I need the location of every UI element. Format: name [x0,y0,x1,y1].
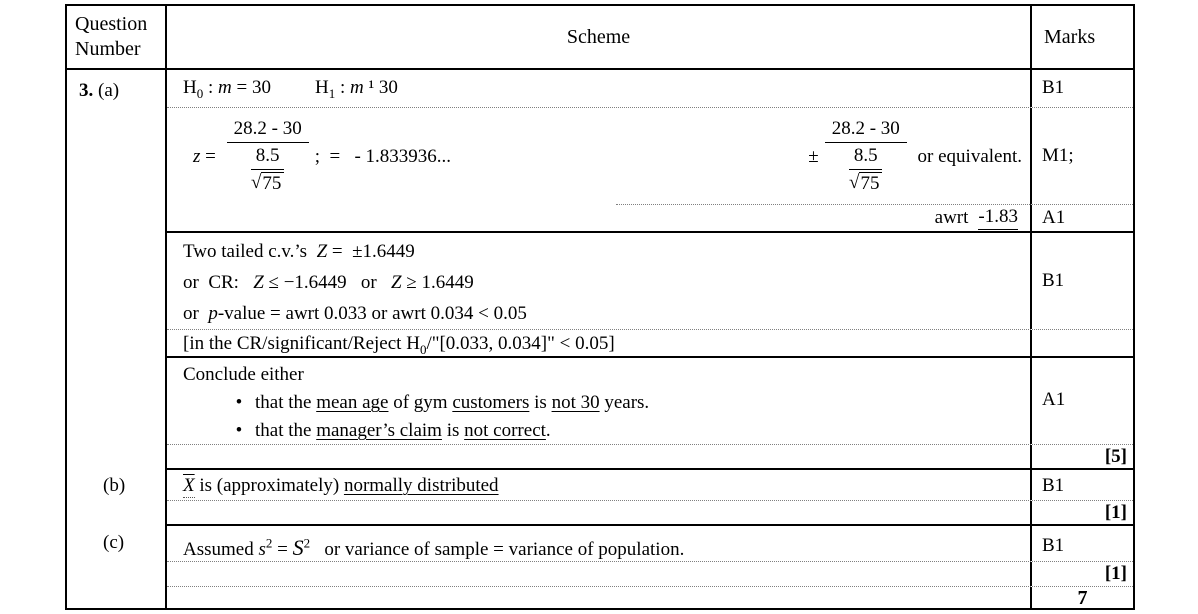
part-a-subtotal [1030,445,1133,468]
mark-label: M1; [1042,145,1074,166]
cv-line1-post: = ±1.6449 [327,241,415,262]
cr-note-content [167,330,1030,356]
bullet-2-seg: . [545,420,551,441]
conclusion-bullet-1 [183,389,1030,417]
cv-line2 [183,267,1030,298]
bullet-1-seg: that the [255,392,317,413]
mark-b1-part-c [1030,526,1133,561]
alt-sqrt-expression [849,172,882,195]
table-body [67,70,1133,610]
cv-line2-pre: or CR: [183,272,254,293]
part-c-text-2: or variance of sample = variance of population. [310,539,685,560]
alt-inner-numerator: 8.5 [849,145,882,170]
mark-label: B1 [1042,535,1065,556]
h1-subscript: 1 [328,85,336,101]
bullet-1-underlined: customers [452,392,530,413]
h1-label: H [314,77,329,98]
awrt-label: awrt [934,207,969,228]
conclusion-bullet-2 [183,417,1030,445]
mark-b1-part-b [1030,470,1133,500]
cv-line2-post: ≥ 1.6449 [401,272,474,293]
h1-mu-symbol: m [349,77,364,98]
cr-note-pre: [in the CR/significant/Reject H [183,333,420,354]
sqrt-expression [251,172,284,195]
part-c-text-1: Assumed [183,539,259,560]
z-fraction [227,118,309,195]
critical-values-row [167,233,1133,330]
bullet-2-underlined: not correct [464,420,546,441]
question-part-b: (b) [103,475,126,496]
z-equation [193,108,451,205]
h0-mu-symbol: m [218,77,232,98]
part-c-content [167,526,1030,561]
part-c-subtotal-row [167,562,1133,587]
bullet-2-seg: is [441,420,465,441]
sqrt-icon: √ [250,172,262,193]
alt-inner-denominator [849,170,882,195]
hypotheses-row [167,70,1133,108]
h0-subscript: 0 [419,341,427,357]
subtotal-label: [1] [1104,563,1127,584]
question-part-a: (a) [93,80,120,101]
part-b-content [167,470,1030,500]
alt-fraction-denominator [825,143,907,195]
bullet-1-underlined: mean age [316,392,389,413]
conclusion-intro [183,361,1030,389]
z-symbol: z [193,145,201,167]
part-a-subtotal-row [167,445,1133,470]
conclusion-content [167,358,1030,444]
question-label-c [103,532,124,554]
p-symbol: p [208,303,218,324]
awrt-value: -1.83 [978,206,1018,230]
mark-label: A1 [1042,207,1066,228]
sqrt-icon: √ [849,172,860,193]
fraction-numerator: 28.2 - 30 [227,118,309,143]
h0-subscript: 0 [196,85,204,101]
table-header-row [67,6,1133,70]
marks-header-label: Marks [1044,25,1096,48]
equals-sign: = [200,145,221,167]
question-label-b [103,475,125,497]
conclusion-row [167,358,1133,445]
grand-total-row [167,587,1133,610]
mark-label: B1 [1042,270,1065,291]
alt-inner-fraction [849,145,882,195]
bullet-2-seg: that the [255,420,317,441]
question-column [67,70,167,610]
mark-a1-conclusion [1030,358,1133,444]
inner-numerator: 8.5 [251,145,284,170]
grand-total [1030,587,1133,610]
alt-fraction [825,118,907,195]
marks-header [1030,6,1133,68]
part-b-subtotal [1030,501,1133,524]
question-part-c: (c) [103,532,125,553]
part-c-subtotal-spacer [167,562,1030,586]
z-symbol: Z [253,272,264,293]
mark-label: A1 [1042,389,1066,410]
bullet-1-seg: years. [599,392,650,413]
or-equivalent-text: or equivalent. [912,145,1022,167]
z-calculation-content [167,108,1030,205]
equals-sign: = [272,539,293,560]
grand-total-label: 7 [1077,587,1088,609]
part-b-underlined: normally distributed [343,475,499,496]
question-label-3a [79,80,119,102]
part-b-text: is (approximately) [194,475,344,496]
cv-line3 [183,298,1030,329]
awrt-row [167,205,1133,233]
bullet-1-seg: is [529,392,552,413]
z-calculation-row [167,108,1133,205]
equivalent-expression [808,108,1022,205]
cr-note-marks-cell [1030,330,1133,356]
cr-note-post: /"[0.033, 0.034]" < 0.05] [426,333,615,354]
inner-fraction [251,145,284,195]
mark-b1-critical-values [1030,233,1133,329]
h0-colon: : [203,77,219,98]
part-b-subtotal-row [167,501,1133,526]
awrt-content [167,205,1030,231]
bullet-icon: • [235,392,243,413]
cv-line3-pre: or [183,303,209,324]
part-a-subtotal-spacer [167,445,1030,468]
alt-fraction-numerator: 28.2 - 30 [825,118,907,143]
h0-value: = 30 [231,77,271,98]
h0-label: H [183,77,197,98]
cv-line1 [183,236,1030,267]
capital-s-exponent: 2 [303,535,311,551]
bullet-1-text [255,389,649,417]
cr-note-row [167,330,1133,358]
question-header-line2: Number [75,38,141,60]
mark-scheme-table [65,4,1135,610]
cv-line3-post: -value = awrt 0.033 or awrt 0.034 < 0.05 [217,303,527,324]
fraction-denominator [227,143,309,195]
mark-m1-calculation [1030,108,1133,205]
grand-total-spacer [167,587,1030,610]
mark-label: B1 [1042,475,1065,496]
question-number-header [67,6,167,68]
bullet-1-underlined: not 30 [551,392,600,413]
part-b-subtotal-spacer [167,501,1030,524]
z-symbol: Z [391,272,402,293]
subtotal-label: [5] [1104,445,1127,467]
bullet-icon: • [235,420,243,441]
s-symbol: s [258,539,266,560]
mark-b1-hypotheses [1030,70,1133,107]
cv-line1-pre: Two tailed c.v.’s [183,241,317,262]
part-b-row [167,470,1133,501]
subtotal-label: [1] [1104,501,1127,523]
radicand: 75 [261,172,284,195]
part-c-row [167,526,1133,562]
alt-radicand: 75 [859,172,882,195]
scheme-header [167,6,1030,68]
mark-a1-awrt [1030,205,1133,231]
scheme-header-label: Scheme [566,25,631,48]
z-result: ; = - 1.833936... [314,145,452,167]
h1-value: ¹ 30 [363,77,398,98]
x-bar-symbol: $\overline{X}$ [183,475,195,496]
conclusion-intro-text: Conclude either [183,364,304,385]
cv-line2-mid: ≤ −1.6449 or [263,272,392,293]
plus-minus-sign: ± [808,145,819,167]
hypotheses-content [167,70,1030,107]
h1-colon: : [335,77,350,98]
scheme-marks-area [167,70,1133,610]
z-symbol: Z [316,241,328,262]
bullet-2-underlined: manager’s claim [316,420,442,441]
critical-values-content [167,233,1030,329]
question-header-line1: Question [75,13,148,35]
mark-label: B1 [1042,77,1065,98]
inner-denominator [251,170,284,195]
bullet-2-text [255,417,551,445]
bullet-1-seg: of gym [388,392,453,413]
part-c-subtotal [1030,562,1133,586]
question-number-3: 3. [79,80,94,101]
capital-s-symbol: S [292,535,304,560]
s-exponent: 2 [265,535,273,551]
